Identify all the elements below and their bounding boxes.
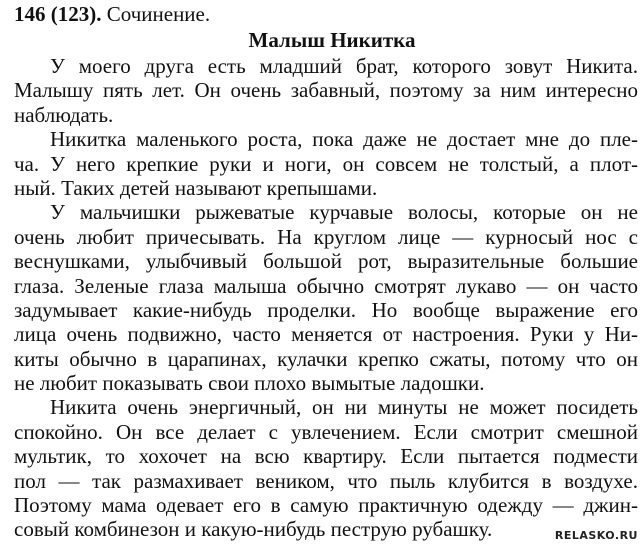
text-line: наблюдать. [14, 102, 114, 127]
text-line: У моего друга есть младший брат, которого зовут Никита. [50, 54, 638, 78]
text-line: У мальчишки рыжеватые курчавые волосы, которые он не [50, 200, 638, 225]
text-line: спокойно. Он все делает с увлечением. Если смотрит смешной [14, 419, 638, 444]
paragraph-4 [14, 395, 638, 541]
text-line: глаза. Зеленые глаза малыша обычно смотрят лукаво — он часто [14, 273, 638, 298]
text-line: мультик, то хохочет на всю квартиру. Если пытается подмести [14, 444, 638, 469]
exercise-header [14, 2, 638, 28]
document-page [14, 2, 638, 542]
text-line: ный. Таких детей называют крепышами. [14, 175, 378, 200]
paragraph-3 [14, 200, 638, 395]
site-watermark: RELASKO.RU [554, 529, 638, 542]
text-line: киты обычно в царапинах, кулачки крепко сжаты, потому что он [14, 346, 638, 371]
text-line: Поэтому мама одевает его в самую практичную одежду — джин- [14, 493, 638, 518]
text-line: задумывает какие-нибудь проделки. Но вообще выражение его [14, 297, 638, 322]
text-line: ча. У него крепкие руки и ноги, он совсем не толстый, а плот- [14, 151, 638, 176]
text-line: пол — так размахивает веником, что пыль клубится в воздухе. [14, 468, 638, 493]
text-line: Никитка маленького роста, пока даже не достает мне до пле- [50, 127, 638, 152]
paragraph-1 [14, 54, 638, 127]
exercise-number: 146 (123). [14, 2, 102, 26]
text-line: веснушками, улыбчивый большой рот, выразительные большие [14, 249, 638, 274]
text-line: Малышу пять лет. Он очень забавный, поэтому за ним интересно [14, 78, 638, 103]
text-line: лица очень подвижно, часто меняется от настроения. Руки у Ни- [14, 322, 638, 347]
essay-title: Малыш Никитка [248, 28, 416, 52]
text-line: совый комбинезон и какую-нибудь пеструю рубашку. [14, 517, 493, 542]
text-line: не любит показывать свои плохо вымытые ладошки. [14, 371, 485, 396]
paragraph-2 [14, 127, 638, 200]
exercise-label: Сочинение. [106, 2, 211, 26]
text-line: очень любит причесывать. На круглом лице — курносый нос с [14, 224, 638, 249]
text-line: Никита очень энергичный, он ни минуты не может посидеть [50, 395, 638, 420]
